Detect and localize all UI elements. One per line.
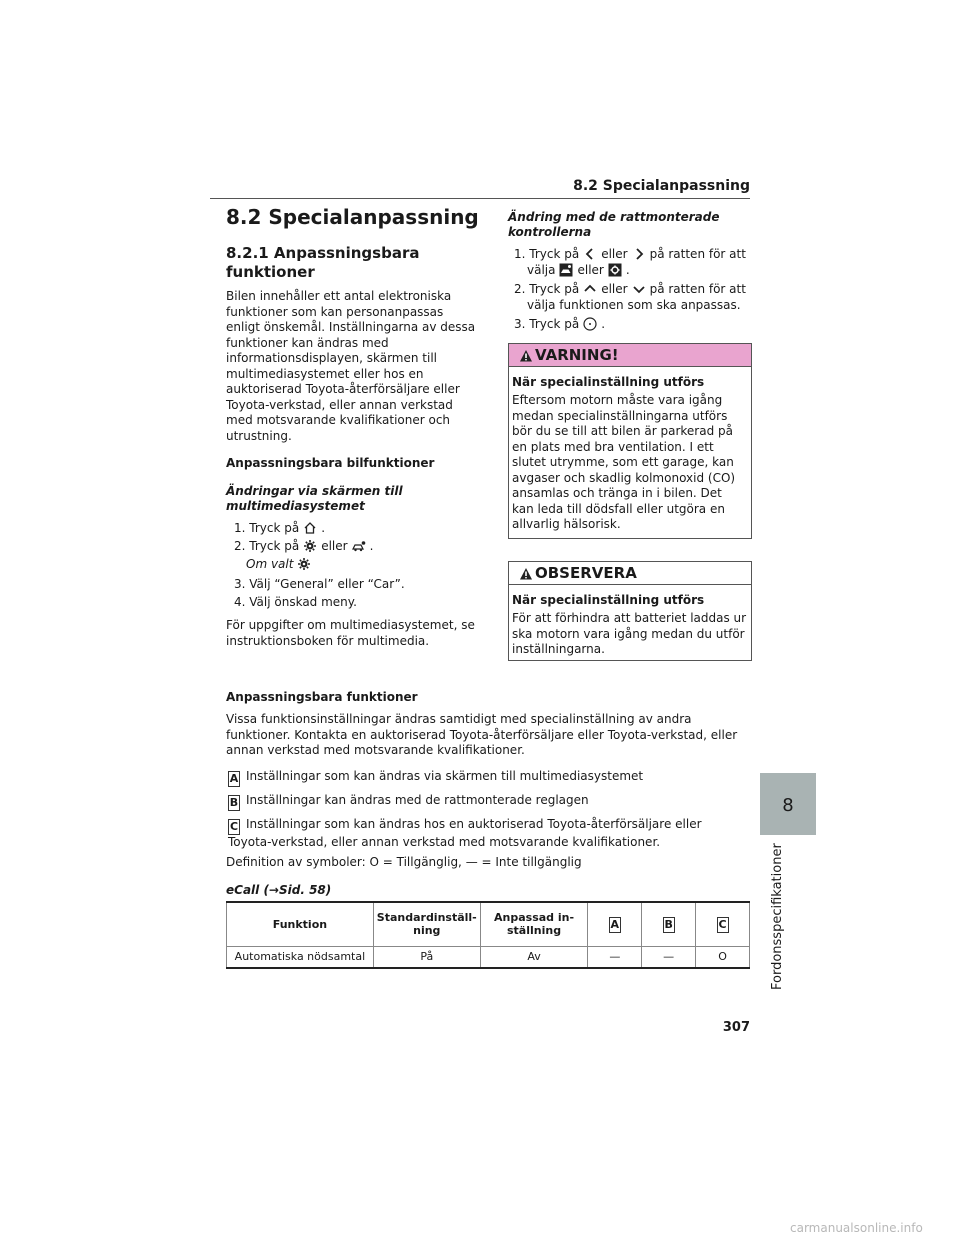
vehicle-functions-heading: Anpassningsbara bilfunktioner	[226, 456, 435, 470]
wheel-step-2-text-a: 2. Tryck på	[514, 282, 580, 296]
screen-step-2-text: 2. Tryck på	[234, 539, 300, 553]
chevron-left-icon	[583, 247, 597, 261]
chapter-label-text: Fordonsspecifikationer	[770, 843, 785, 990]
header-rule	[210, 198, 750, 199]
col-header-c-letter: C	[718, 917, 727, 931]
legend-b-letter: B	[229, 796, 239, 809]
home-icon	[303, 521, 317, 535]
warning-box	[508, 343, 752, 539]
legend-b-text: Inställningar kan ändras med de rattmonterade reglagen	[246, 793, 589, 807]
legend-c-letter: C	[229, 820, 239, 833]
warning-title: VARNING!	[535, 346, 619, 364]
section-title: 8.2 Specialanpassning	[226, 205, 479, 229]
settings-gear-icon	[297, 557, 311, 571]
col-header-b	[642, 902, 696, 946]
legend-a-letter: A	[229, 772, 239, 785]
legend-c	[228, 817, 748, 851]
notice-box	[508, 561, 752, 661]
notice-title: OBSERVERA	[535, 564, 637, 582]
symbol-definition: Definition av symboler: O = Tillgänglig, — = Inte tillgänglig	[226, 855, 582, 869]
screen-step-3: 3. Välj “General” eller “Car”.	[234, 577, 405, 591]
warning-triangle-icon	[519, 349, 533, 363]
wheel-step-1-text-b: eller	[601, 247, 628, 261]
wheel-step-1-text-e: eller	[577, 263, 604, 277]
watermark: carmanualsonline.info	[790, 1221, 923, 1235]
settings-gear-icon	[303, 539, 317, 553]
wheel-step-3: 3. Tryck på .	[514, 317, 606, 331]
table-cell-default: På	[373, 946, 480, 968]
legend-a-text: Inställningar som kan ändras via skärmen till multimediasystemet	[246, 769, 644, 783]
table-cell-function: Automatiska nödsamtal	[227, 946, 374, 968]
chapter-label	[764, 840, 790, 990]
col-header-function: Funktion	[227, 902, 374, 946]
wheel-step-2-text-b: eller	[601, 282, 628, 296]
col-header-c	[696, 902, 750, 946]
wheel-step-2-text-c: på ratten för att	[649, 282, 746, 296]
table-cell-c: O	[696, 946, 750, 968]
col-header-b-letter: B	[664, 917, 673, 931]
screen-step-2-or: eller	[321, 539, 348, 553]
screen-step-2-sub	[246, 557, 315, 573]
col-header-custom: Anpassad in-ställning	[480, 902, 588, 946]
screen-step-1: 1. Tryck på .	[234, 521, 326, 535]
notice-subtitle: När specialinställning utförs	[512, 593, 705, 607]
running-header: 8.2 Specialanpassning	[573, 178, 750, 194]
wheel-step-1-text-a: 1. Tryck på	[514, 247, 580, 261]
wheel-step-2-cont: välja funktionen som ska anpassas.	[527, 298, 741, 312]
notice-triangle-icon	[519, 567, 533, 581]
wheel-step-1-text-d: välja	[527, 263, 556, 277]
legend-b	[228, 793, 753, 811]
legend-c-text: Inställningar som kan ändras hos en auktoriserad Toyota-återförsäljare eller Toyota-verkstad, eller annan verkstad med motsvarande kvalifikationer.	[228, 817, 702, 849]
screen-step-4: 4. Välj önskad meny.	[234, 595, 357, 609]
screen-step-1-text: 1. Tryck på	[234, 521, 300, 535]
ecall-heading: eCall (→Sid. 58)	[226, 883, 332, 897]
wheel-step-3-text: 3. Tryck på	[514, 317, 580, 331]
screen-step-2-sub-text: Om valt	[246, 557, 294, 571]
chapter-tab	[760, 773, 816, 835]
table-row	[227, 946, 750, 968]
wheel-step-1-cont: välja eller .	[527, 263, 630, 277]
col-header-a	[588, 902, 642, 946]
functions-intro: Vissa funktionsinställningar ändras samtidigt med specialinställning av andra funktioner. Kontakta en auktoriserad Toyota-återförsäljare eller Toyota-verkstad, eller annan verkstad med motsvarande kvalifikationer.	[226, 712, 738, 757]
wheel-step-1-text-c: på ratten för att	[649, 247, 746, 261]
table-cell-custom: Av	[480, 946, 588, 968]
wheel-heading: Ändring med de rattmonterade kontrollerna	[508, 210, 720, 239]
warning-text: Eftersom motorn måste vara igång medan specialinställningarna utförs bör du se till att bilen är parkerad på en plats med bra ventilation. I ett slutet utrymme, som ett garage, kan avgaser och skadlig kolmonoxid (CO) ansamlas och tränga in i bilen. Det kan leda till dödsfall eller utgöra en allvarlig hälsorisk.	[512, 393, 736, 531]
chevron-up-icon	[583, 282, 597, 296]
wheel-step-2	[514, 282, 754, 298]
legend-a	[228, 769, 753, 787]
notice-text: För att förhindra att batteriet laddas ur ska motorn vara igång medan du utför inställningarna.	[512, 611, 747, 656]
wheel-step-1	[514, 247, 754, 263]
car-settings-display-icon	[559, 263, 573, 277]
car-settings-icon	[352, 539, 366, 553]
via-screen-heading: Ändringar via skärmen till multimediasystemet	[226, 484, 403, 513]
gear-display-icon	[608, 263, 622, 277]
subsection-title: 8.2.1 Anpassningsbara funktioner	[226, 244, 420, 281]
col-header-default: Standardinställ-ning	[373, 902, 480, 946]
chapter-number: 8	[782, 795, 794, 816]
ok-button-icon	[583, 317, 597, 331]
page-number: 307	[722, 1020, 750, 1035]
warning-header	[509, 344, 751, 367]
screen-step-2: 2. Tryck på eller .	[234, 539, 374, 553]
chevron-right-icon	[632, 247, 646, 261]
chevron-down-icon	[632, 282, 646, 296]
functions-table	[226, 901, 750, 969]
notice-header	[509, 562, 751, 585]
warning-subtitle: När specialinställning utförs	[512, 375, 705, 389]
screen-note: För uppgifter om multimediasystemet, se instruktionsboken för multimedia.	[226, 618, 475, 648]
functions-heading: Anpassningsbara funktioner	[226, 690, 418, 704]
table-cell-b: —	[642, 946, 696, 968]
intro-paragraph: Bilen innehåller ett antal elektroniska funktioner som kan personanpassas enligt önskemål. Inställningarna av dessa funktioner kan ändras med informationsdisplayen, skärmen till multimediasystemet eller hos en auktoriserad Toyota-återförsäljare eller Toyota-verkstad, eller annan verkstad med motsvarande kvalifikationer och utrustning.	[226, 289, 476, 443]
table-cell-a: —	[588, 946, 642, 968]
col-header-a-letter: A	[610, 917, 620, 931]
